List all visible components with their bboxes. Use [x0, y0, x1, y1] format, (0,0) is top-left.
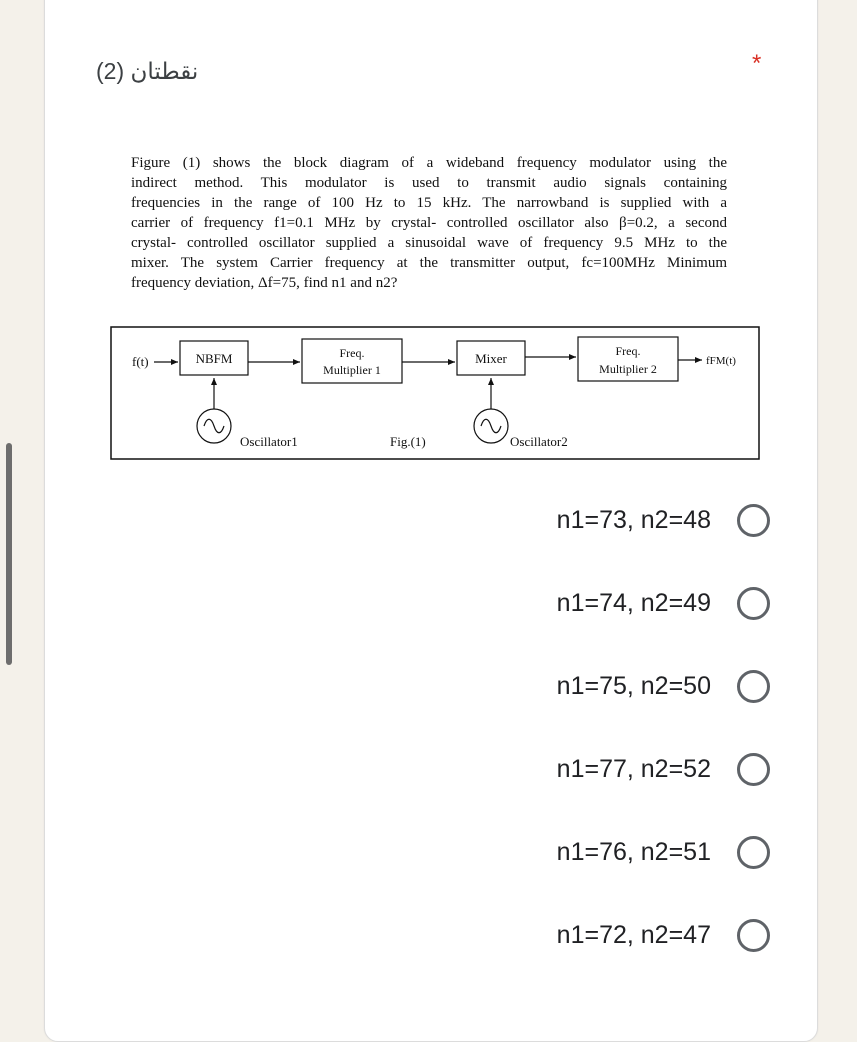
output-label: fFM(t) [706, 355, 736, 367]
radio-button[interactable] [737, 504, 770, 537]
required-marker: * [752, 50, 762, 77]
option-3[interactable] [440, 661, 770, 711]
question-text-line: frequency deviation, Δf=75, find n1 and n2? [131, 275, 398, 291]
question-text-line: indirect method. This modulator is used to transmit audio signals containing [131, 175, 727, 191]
question-text-line: carrier of frequency f1=0.1 MHz by crystal- controlled oscillator also β=0.2, a second [131, 215, 727, 231]
oscillator1-label: Oscillator1 [240, 434, 298, 449]
option-label: n1=75, n2=50 [556, 671, 711, 700]
option-2[interactable] [440, 578, 770, 628]
question-text-line: crystal- controlled oscillator supplied a sinusoidal wave of frequency 9.5 MHz to the [131, 235, 727, 251]
question-text-line: Figure (1) shows the block diagram of a wideband frequency modulator using the [131, 155, 727, 171]
multiplier1-line1: Freq. [339, 346, 365, 360]
multiplier2-line2: Multiplier 2 [599, 362, 657, 376]
block-diagram [110, 326, 760, 460]
radio-button[interactable] [737, 919, 770, 952]
points-label: نقطتان (2) [96, 58, 199, 84]
multiplier2-line1: Freq. [615, 344, 641, 358]
option-label: n1=74, n2=49 [556, 588, 711, 617]
option-label: n1=77, n2=52 [556, 754, 711, 783]
option-label: n1=76, n2=51 [556, 837, 711, 866]
radio-button[interactable] [737, 753, 770, 786]
nbfm-label: NBFM [195, 351, 233, 366]
scroll-indicator[interactable] [6, 443, 12, 665]
radio-button[interactable] [737, 836, 770, 869]
question-text-line: mixer. The system Carrier frequency at the transmitter output, fc=100MHz Minimum [131, 255, 727, 271]
oscillator2-label: Oscillator2 [510, 434, 568, 449]
mixer-label: Mixer [475, 351, 507, 366]
option-4[interactable] [440, 744, 770, 794]
option-1[interactable] [440, 495, 770, 545]
multiplier1-line2: Multiplier 1 [323, 363, 381, 377]
radio-button[interactable] [737, 587, 770, 620]
question-text [131, 153, 727, 293]
input-label: f(t) [132, 354, 149, 369]
option-label: n1=72, n2=47 [556, 920, 711, 949]
question-text-line: frequencies in the range of 100 Hz to 15 kHz. The narrowband is supplied with a [131, 195, 727, 211]
radio-button[interactable] [737, 670, 770, 703]
option-label: n1=73, n2=48 [556, 505, 711, 534]
figure-caption: Fig.(1) [390, 434, 426, 449]
option-5[interactable] [440, 827, 770, 877]
option-6[interactable] [440, 910, 770, 960]
